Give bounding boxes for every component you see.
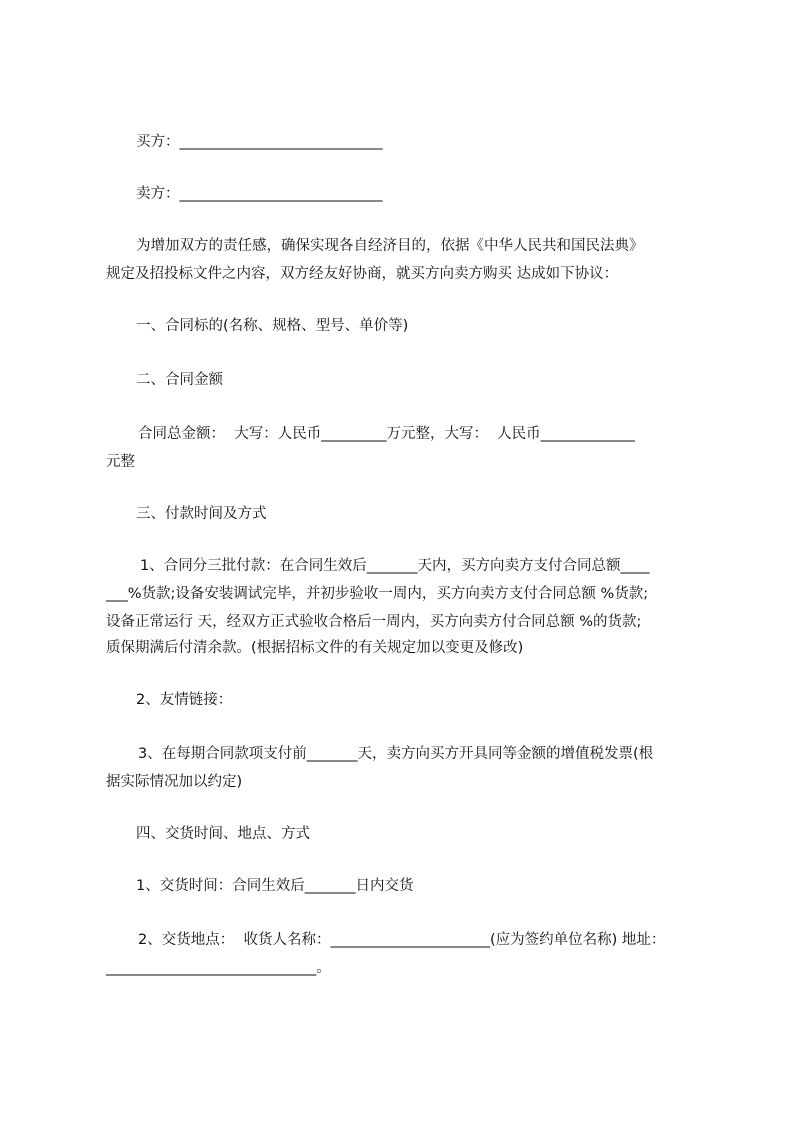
- payment-item-1-line-3: 设备正常运行 天，经双方正式验收合格后一周内，买方向卖方付合同总额 %的货款;: [106, 614, 642, 630]
- payment-item-1-line-4: 质保期满后付清余款。(根据招标文件的有关规定加以变更及修改): [106, 640, 524, 656]
- section-4-heading: 四、交货时间、地点、方式: [136, 826, 310, 842]
- payment-item-1-line-2: ___%货款;设备安装调试完毕，并初步验收一周内，买方向卖方支付合同总额 %货款;: [106, 586, 649, 602]
- delivery-item-1: 1、交货时间：合同生效后_______日内交货: [136, 878, 414, 894]
- intro-line-1: 为增加双方的责任感，确保实现各自经济目的，依据《中华人民共和国民法典》: [136, 238, 644, 254]
- payment-item-2: 2、友情链接：: [136, 692, 233, 708]
- payment-item-3-line-2: 据实际情况加以约定): [106, 774, 243, 790]
- delivery-item-2-line-1: 2、交货地点： 收货人名称：______________________(应为签约单位名称) 地址：: [138, 932, 666, 948]
- payment-item-1-line-1: 1、合同分三批付款：在合同生效后_______天内，买方向卖方支付合同总额____: [140, 558, 650, 574]
- section-3-heading: 三、付款时间及方式: [136, 506, 267, 522]
- total-amount-line-1: 合同总金额： 大写：人民币_________万元整，大写： 人民币_____________: [138, 426, 635, 442]
- seller-line: 卖方：____________________________: [136, 186, 383, 202]
- delivery-item-2-line-2: _____________________________。: [106, 960, 331, 976]
- buyer-line: 买方：____________________________: [136, 134, 383, 150]
- intro-line-2: 规定及招投标文件之内容，双方经友好协商，就买方向卖方购买 达成如下协议：: [106, 266, 619, 282]
- section-1-heading: 一、合同标的(名称、规格、型号、单价等): [136, 318, 409, 334]
- section-2-heading: 二、合同金额: [136, 372, 223, 388]
- total-amount-line-2: 元整: [106, 454, 135, 470]
- payment-item-3-line-1: 3、在每期合同款项支付前_______天，卖方向买方开具同等金额的增值税发票(根: [138, 746, 654, 762]
